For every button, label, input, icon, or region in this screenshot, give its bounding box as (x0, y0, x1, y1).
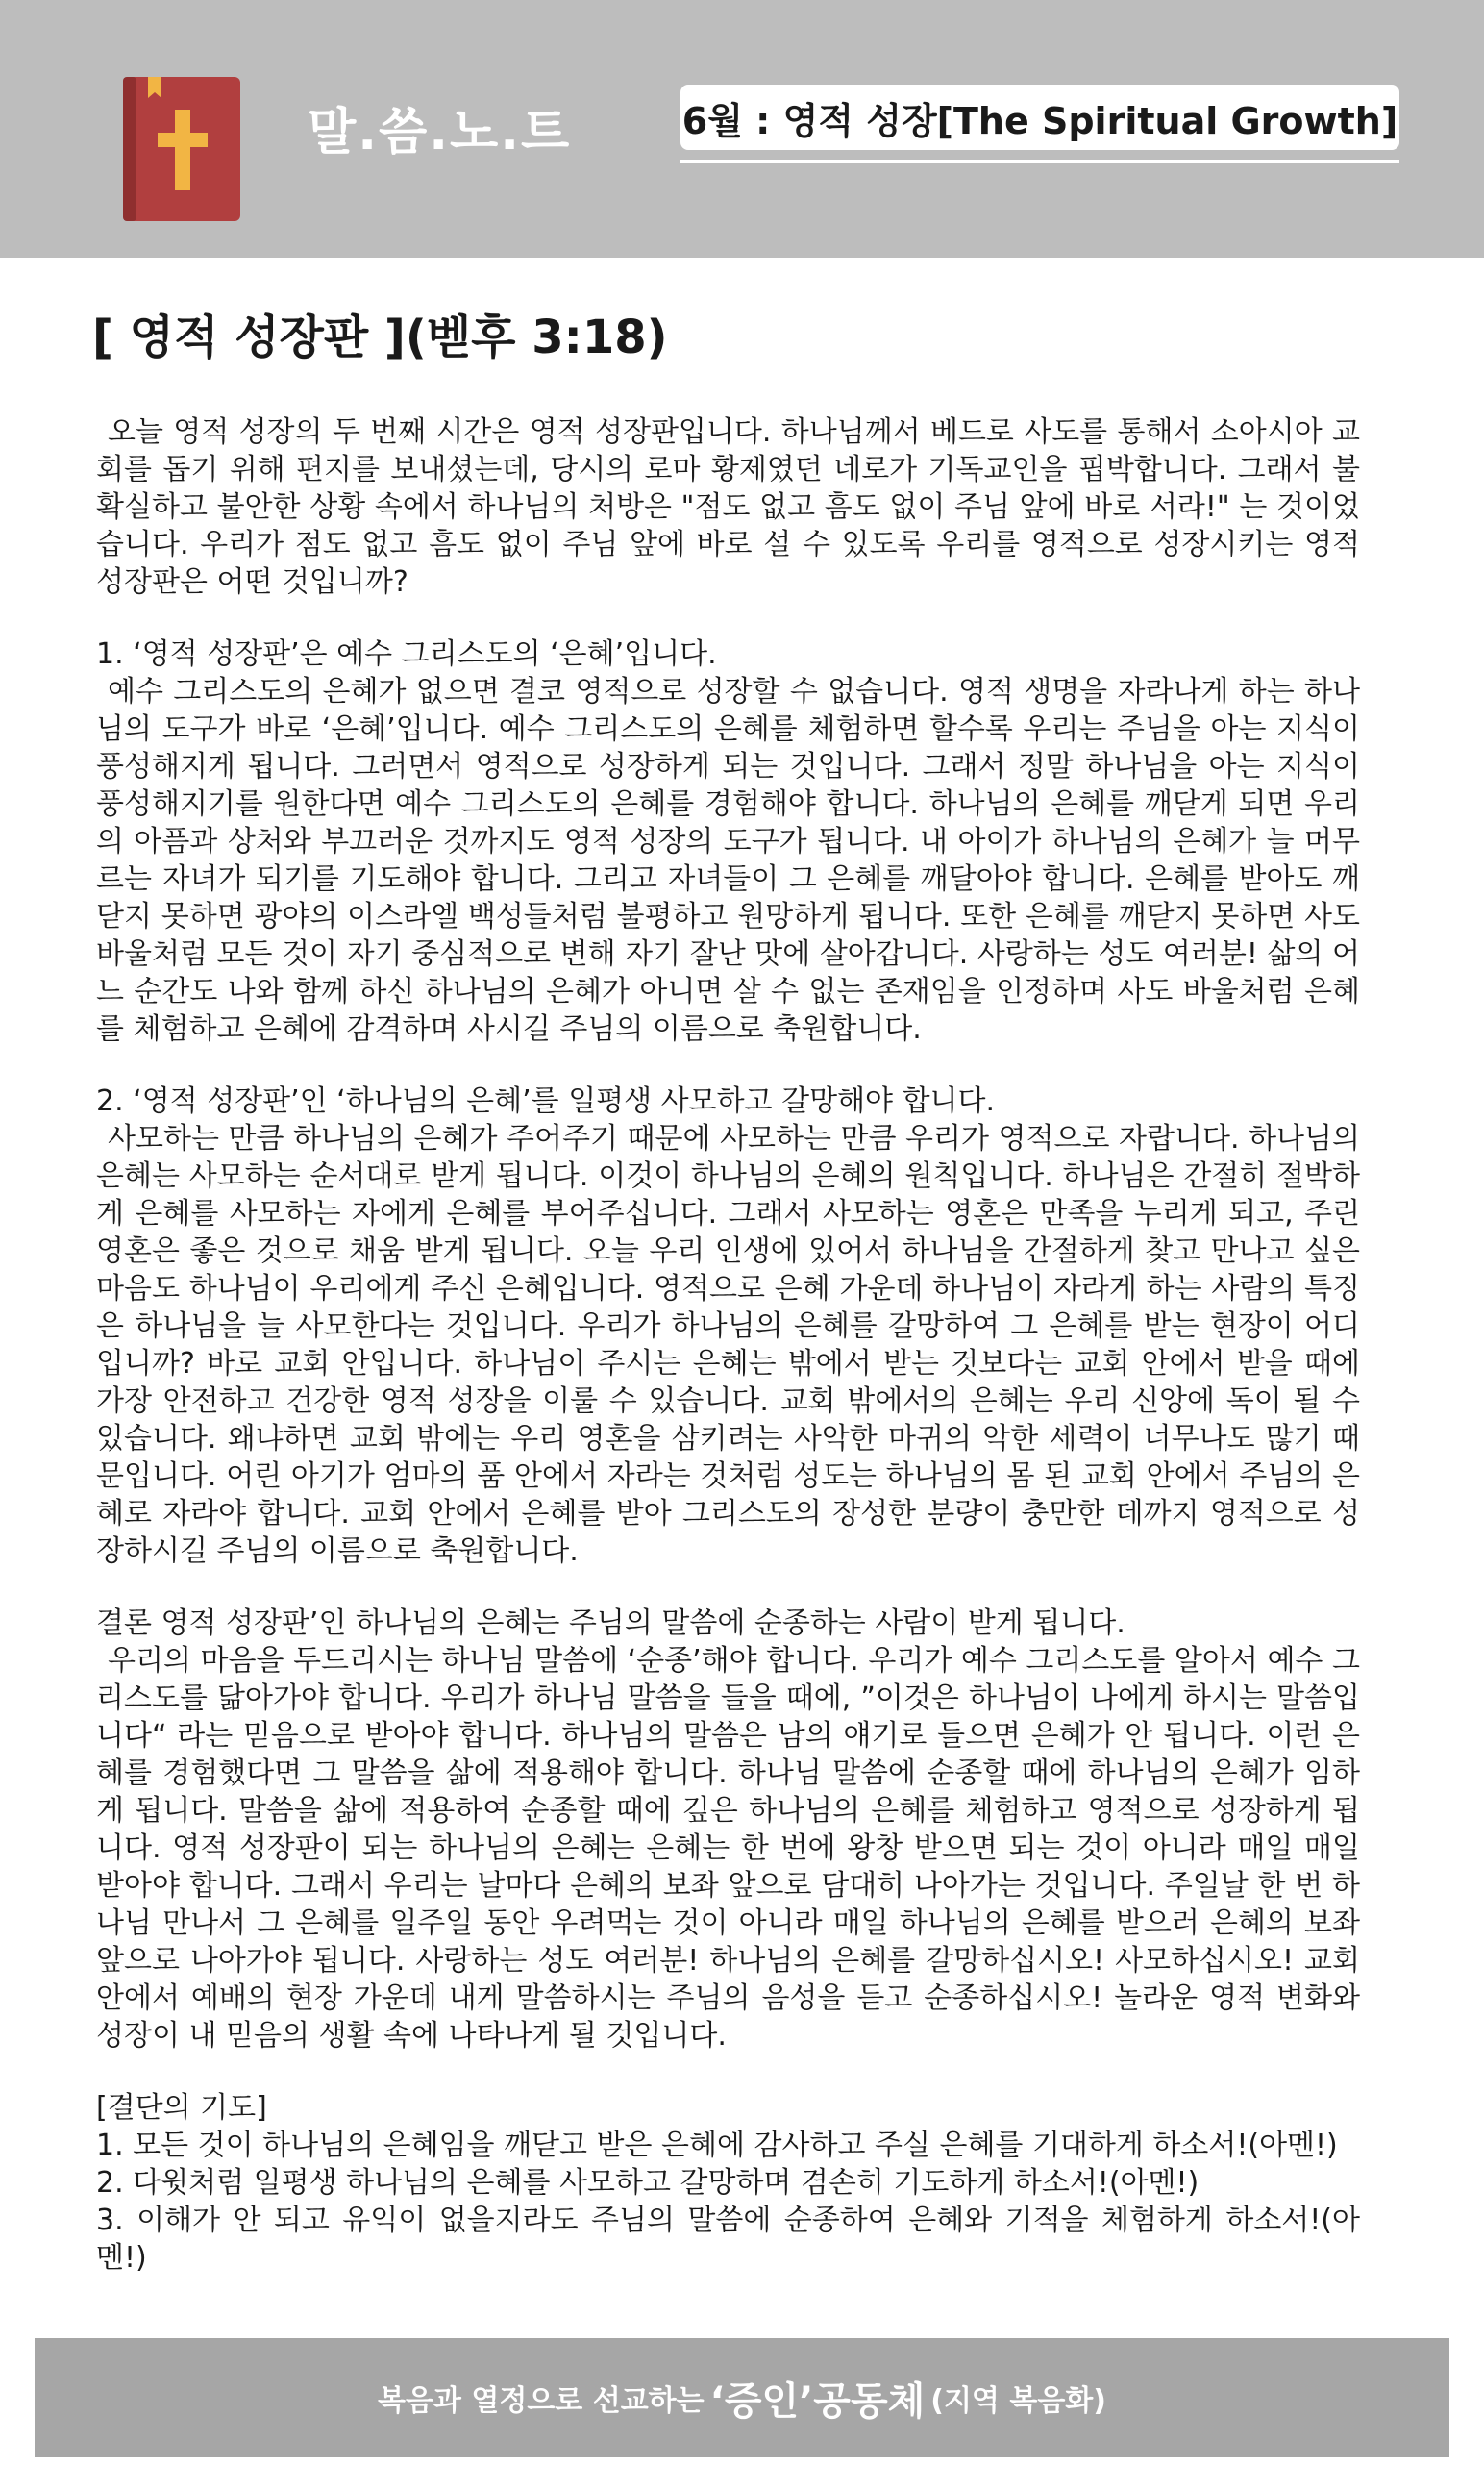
section-body: 우리의 마음을 두드리시는 하나님 말씀에 ‘순종’해야 합니다. 우리가 예수 그리스도를 알아서 예수 그리스도를 닮아가야 합니다. 우리가 하나님 말씀을 들을 때에, ”이것은 하나님이 나에게 하시는 말씀입니다“ 라는 믿음으로 받아야 합니다. 하나님의 말씀은 남의 얘기로 들으면 은혜가 안 됩니다. 이런 은혜를 경험했다면 그 말씀을 삶에 적용해야 합니다. 하나님 말씀에 순종할 때에 하나님의 은혜가 임하게 됩니다. 말씀을 삶에 적용하여 순종할 때에 깊은 하나님의 은혜를 체험하고 영적으로 성장하게 됩니다. 영적 성장판이 되는 하나님의 은혜는 은혜는 한 번에 왕창 받으면 되는 것이 아니라 매일 매일 받아야 합니다. 그래서 우리는 날마다 은혜의 보좌 앞으로 담대히 나아가는 것입니다. 주일날 한 번 하나님 만나서 그 은혜를 일주일 동안 우려먹는 것이 아니라 매일 하나님의 은혜를 받으러 은혜의 보좌 앞으로 나아가야 됩니다. 사랑하는 성도 여러분! 하나님의 은혜를 갈망하십시오! 사모하십시오! 교회 안에서 예배의 현장 가운데 내게 말씀하시는 주님의 음성을 듣고 순종하십시오! 놀라운 영적 변화와 성장이 내 믿음의 생활 속에 나타나게 될 것입니다. (96, 1644, 1360, 2053)
prayer-item: 3. 이해가 안 되고 유익이 없을지라도 주님의 말씀에 순종하여 은혜와 기적을 체험하게 하소서!(아멘!) (96, 2204, 1360, 2275)
month-theme: 6월 : 영적 성장[The Spiritual Growth] (680, 85, 1399, 150)
spacer (96, 2055, 1360, 2089)
sermon-body (96, 413, 1360, 2277)
spacer (96, 601, 1360, 635)
bible-icon (123, 77, 240, 221)
footer-banner (35, 2338, 1449, 2457)
section-heading: 결론 영적 성장판’인 하나님의 은혜는 주님의 말씀에 순종하는 사람이 받게 됩니다. (96, 1607, 1125, 1640)
spacer (96, 1570, 1360, 1605)
section-body: 사모하는 만큼 하나님의 은혜가 주어주기 때문에 사모하는 만큼 우리가 영적으로 자랍니다. 하나님의 은혜는 사모하는 순서대로 받게 됩니다. 이것이 하나님의 은혜의 원칙입니다. 하나님은 간절히 절박하게 은혜를 사모하는 자에게 은혜를 부어주십니다. 그래서 사모하는 영혼은 만족을 누리게 되고, 주린 영혼은 좋은 것으로 채움 받게 됩니다. 오늘 우리 인생에 있어서 하나님을 간절하게 찾고 만나고 싶은 마음도 하나님이 우리에게 주신 은혜입니다. 영적으로 은혜 가운데 하나님이 자라게 하는 사람의 특징은 하나님을 늘 사모한다는 것입니다. 우리가 하나님의 은혜를 갈망하여 그 은혜를 받는 현장이 어디입니까? 바로 교회 안입니다. 하나님이 주시는 은혜는 밖에서 받는 것보다는 교회 안에서 받을 때에 가장 안전하고 건강한 영적 성장을 이룰 수 있습니다. 교회 밖에서의 은혜는 우리 신앙에 독이 될 수 있습니다. 왜냐하면 교회 밖에는 우리 영혼을 삼키려는 사악한 마귀의 악한 세력이 너무나도 많기 때문입니다. 어린 아기가 엄마의 품 안에서 자라는 것처럼 성도는 하나님의 몸 된 교회 안에서 주님의 은혜로 자라야 합니다. 교회 안에서 은혜를 받아 그리스도의 장성한 분량이 충만한 데까지 영적으로 성장하시길 주님의 이름으로 축원합니다. (96, 1122, 1360, 1568)
sermon-title: [ 영적 성장판 ](벧후 3:18) (92, 311, 668, 364)
footer-text: 복음과 열정으로 선교하는 (377, 2384, 705, 2418)
header-band (0, 0, 1484, 258)
footer-subtext: (지역 복음화) (930, 2384, 1107, 2418)
divider (680, 160, 1399, 163)
brand-title: 말.씀.노.트 (308, 104, 572, 162)
section-heading: 1. ‘영적 성장판’은 예수 그리스도의 ‘은혜’입니다. (96, 637, 717, 671)
section-body: 예수 그리스도의 은혜가 없으면 결코 영적으로 성장할 수 없습니다. 영적 생명을 자라나게 하는 하나님의 도구가 바로 ‘은혜’입니다. 예수 그리스도의 은혜를 체험하면 할수록 우리는 주님을 아는 지식이 풍성해지게 됩니다. 그러면서 영적으로 성장하게 되는 것입니다. 그래서 정말 하나님을 아는 지식이 풍성해지기를 원한다면 예수 그리스도의 은혜를 경험해야 합니다. 하나님의 은혜를 깨닫게 되면 우리의 아픔과 상처와 부끄러운 것까지도 영적 성장의 도구가 됩니다. 내 아이가 하나님의 은혜가 늘 머무르는 자녀가 되기를 기도해야 합니다. 그리고 자녀들이 그 은혜를 깨달아야 합니다. 은혜를 받아도 깨닫지 못하면 광야의 이스라엘 백성들처럼 불평하고 원망하게 됩니다. 또한 은혜를 깨닫지 못하면 사도 바울처럼 모든 것이 자기 중심적으로 변해 자기 잘난 맛에 살아갑니다. 사랑하는 성도 여러분! 삶의 어느 순간도 나와 함께 하신 하나님의 은혜가 아니면 살 수 없는 존재임을 인정하며 사도 바울처럼 은혜를 체험하고 은혜에 감격하며 사시길 주님의 이름으로 축원합니다. (96, 675, 1360, 1046)
section-heading: 2. ‘영적 성장판’인 ‘하나님의 은혜’를 일평생 사모하고 갈망해야 합니다. (96, 1084, 996, 1118)
prayer-heading: [결단의 기도] (96, 2091, 267, 2125)
prayer-item: 1. 모든 것이 하나님의 은혜임을 깨닫고 받은 은혜에 감사하고 주실 은혜를 기대하게 하소서!(아멘!) (96, 2129, 1338, 2162)
footer-highlight: ‘증인’공동체 (709, 2379, 926, 2424)
spacer (96, 1048, 1360, 1083)
intro-paragraph: 오늘 영적 성장의 두 번째 시간은 영적 성장판입니다. 하나님께서 베드로 사도를 통해서 소아시아 교회를 돕기 위해 편지를 보내셨는데, 당시의 로마 황제였던 네로가 기독교인을 핍박합니다. 그래서 불확실하고 불안한 상황 속에서 하나님의 처방은 "점도 없고 흠도 없이 주님 앞에 바로 서라!" 는 것이었습니다. 우리가 점도 없고 흠도 없이 주님 앞에 바로 설 수 있도록 우리를 영적으로 성장시키는 영적 성장판은 어떤 것입니까? (96, 415, 1360, 599)
prayer-item: 2. 다윗처럼 일평생 하나님의 은혜를 사모하고 갈망하며 겸손히 기도하게 하소서!(아멘!) (96, 2166, 1200, 2200)
